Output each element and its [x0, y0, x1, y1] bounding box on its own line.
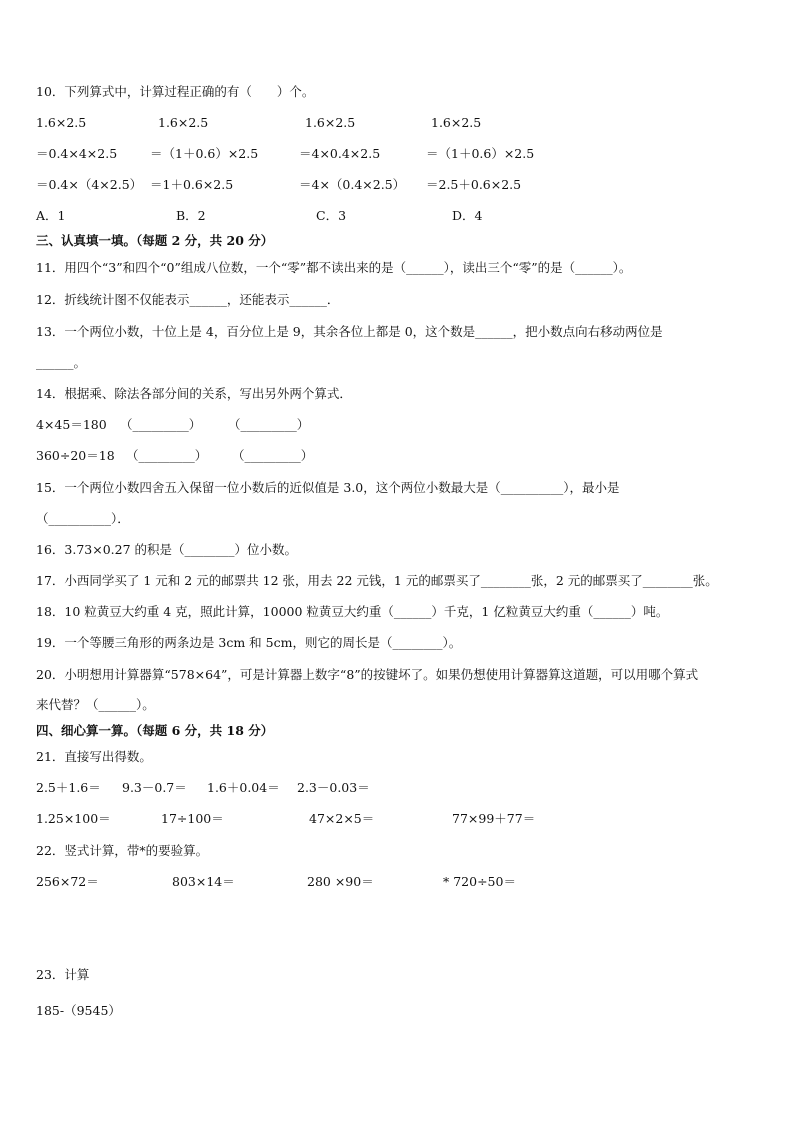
- question-11: 11．用四个“3”和四个“0”组成八位数，一个“零”都不读出来的是（______），读出三个“零”的是（______）。: [36, 260, 632, 275]
- q10-calc-cell: ＝（1＋0.6）×2.5: [426, 146, 535, 161]
- q21-expression: 47×2×5＝: [309, 811, 375, 826]
- q22-expression: 803×14＝: [172, 874, 235, 889]
- q10-calc-cell: 1.6×2.5: [158, 115, 209, 130]
- q21-expression: 77×99＋77＝: [452, 811, 536, 826]
- q10-option-c[interactable]: C．3: [316, 208, 347, 223]
- question-15-line1: 15．一个两位小数四舍五入保留一位小数后的近似值是 3.0，这个两位小数最大是（__________），最小是: [36, 480, 620, 495]
- question-14-stem: 14．根据乘、除法各部分间的关系，写出另外两个算式．: [36, 386, 352, 401]
- question-23-stem: 23．计算: [36, 967, 90, 982]
- question-12: 12．折线统计图不仅能表示______，还能表示______．: [36, 292, 340, 307]
- q10-calc-cell: ＝0.4×（4×2.5）: [36, 177, 143, 192]
- question-20-line2: 来代替？（______）。: [36, 697, 155, 712]
- q10-calc-cell: ＝2.5＋0.6×2.5: [426, 177, 522, 192]
- q10-option-d[interactable]: D．4: [452, 208, 483, 223]
- q10-calc-cell: 1.6×2.5: [305, 115, 356, 130]
- question-23-expression: 185-（9545）: [36, 1003, 121, 1018]
- q14-equation: 4×45＝180: [36, 417, 107, 432]
- q10-calc-cell: ＝4×0.4×2.5: [299, 146, 381, 161]
- q14-equation: 360÷20＝18: [36, 448, 115, 463]
- question-16: 16．3.73×0.27 的积是（________）位小数。: [36, 542, 298, 557]
- question-17: 17．小西同学买了 1 元和 2 元的邮票共 12 张，用去 22 元钱，1 元的邮票买了________张，2 元的邮票买了________张。: [36, 573, 718, 588]
- q21-expression: 17÷100＝: [161, 811, 224, 826]
- q10-calc-cell: ＝0.4×4×2.5: [36, 146, 118, 161]
- section4-title: 四、细心算一算。（每题 6 分，共 18 分）: [36, 723, 274, 738]
- question-13-line1: 13．一个两位小数，十位上是 4，百分位上是 9，其余各位上都是 0，这个数是______，把小数点向右移动两位是: [36, 324, 663, 339]
- q14-answer-blank[interactable]: （_________）: [228, 417, 310, 432]
- q10-option-b[interactable]: B．2: [176, 208, 206, 223]
- question-19: 19．一个等腰三角形的两条边是 3cm 和 5cm，则它的周长是（________）。: [36, 635, 462, 650]
- q22-expression: 256×72＝: [36, 874, 99, 889]
- q10-calc-cell: 1.6×2.5: [36, 115, 87, 130]
- q14-answer-blank[interactable]: （_________）: [126, 448, 208, 463]
- q14-answer-blank[interactable]: （_________）: [120, 417, 202, 432]
- q21-expression: 9.3－0.7＝: [122, 780, 187, 795]
- q10-calc-cell: ＝1＋0.6×2.5: [150, 177, 234, 192]
- q21-expression: 1.25×100＝: [36, 811, 111, 826]
- q21-expression: 1.6＋0.04＝: [207, 780, 280, 795]
- question-13-line2: ______。: [36, 355, 87, 370]
- q10-calc-cell: 1.6×2.5: [431, 115, 482, 130]
- section3-title: 三、认真填一填。（每题 2 分，共 20 分）: [36, 233, 274, 248]
- q22-expression: * 720÷50＝: [443, 874, 516, 889]
- question-21-stem: 21．直接写出得数。: [36, 749, 152, 764]
- q21-expression: 2.5＋1.6＝: [36, 780, 101, 795]
- q10-option-a[interactable]: A．1: [36, 208, 66, 223]
- q22-expression: 280 ×90＝: [307, 874, 374, 889]
- q10-stem: 10．下列算式中，计算过程正确的有（ ）个。: [36, 84, 315, 99]
- question-20-line1: 20．小明想用计算器算“578×64”，可是计算器上数字“8”的按键坏了。如果仍想使用计算器算这道题，可以用哪个算式: [36, 667, 699, 682]
- question-22-stem: 22．竖式计算，带*的要验算。: [36, 843, 209, 858]
- q10-calc-cell: ＝4×（0.4×2.5）: [299, 177, 406, 192]
- q21-expression: 2.3－0.03＝: [297, 780, 370, 795]
- question-18: 18．10 粒黄豆大约重 4 克，照此计算，10000 粒黄豆大约重（______）千克，1 亿粒黄豆大约重（______）吨。: [36, 604, 669, 619]
- q10-calc-cell: ＝（1＋0.6）×2.5: [150, 146, 259, 161]
- question-15-line2: （__________）．: [36, 511, 130, 526]
- q14-answer-blank[interactable]: （_________）: [232, 448, 314, 463]
